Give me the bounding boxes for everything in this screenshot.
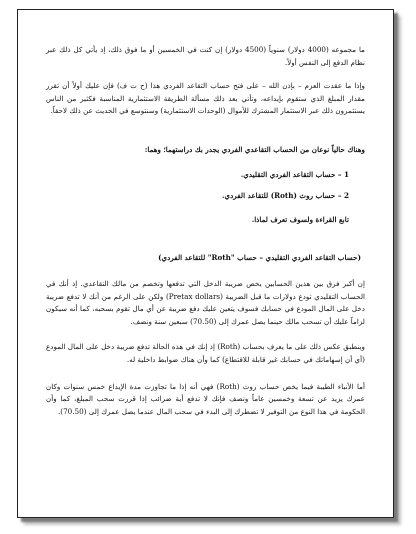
list-item-traditional-ira: 1 – حساب التقاعد الفردي التقليدي. — [240, 169, 349, 179]
paragraph-traditional-tax: إن أكبر فرق بين هذين الحسابين يخص ضريبة الدخل التي تدفعها وتخصم من مالك التقاعدي. إذ أنك في الحساب التقليدي تودع دولارات ما قبل الضريبة (Pretax dollars) ولكن على الرغم من أنك لا تدفع ضريبة دخل على المال المودع في حسابك فسوف يتعين عليك دفع ضريبة عن أي مال تقوم بسحبه، كما أنه سيكون لزاماً عليك أن تسحب مالك حينما يصل عمرك إلى (70.50) سبعين سنة ونصف. — [46, 278, 366, 326]
paragraph-opening-account: وإذا ما عقدت العزم – بإذن الله – على فتح حساب التقاعد الفردي هذا (ح ت ف) فإن عليك أولاً أن تقرر مقدار المبلغ الذي ستقوم بإيداعه، وتأتي بعد ذلك مسألة الطريقة الاستثمارية المناسبة فكثير من الناس يستثمرون ذلك عبر الاستثمار المشترك للأموال (الوحدات الاستثمارية) وسنتوسع في الحديث عن ذلك لاحقاً. — [46, 81, 365, 116]
section-heading: (حساب التقاعد الفردي التقليدي – حساب "Roth" للتقاعد الفردي) — [158, 253, 361, 263]
paragraph-contribution-limits: ما مجموعه (4000 دولار) سنوياً (4500 دولار) إن كنت في الخمسين أو ما فوق ذلك، إذ يأتي كل ذلك عبر نظام الدفع إلى النفس أولاً. — [46, 45, 365, 67]
document-body — [46, 24, 365, 507]
list-item-roth-ira: 2 – حساب روث (Roth) للتقاعد الفردي. — [221, 191, 349, 201]
paragraph-two-types-intro: وهناك حالياً نوعان من الحساب التقاعدي الفردي يجدر بك دراستهما؛ وهما: — [144, 144, 365, 154]
paragraph-keep-reading: تابع القراءة ولسوف تعرف لماذا. — [251, 214, 349, 224]
paragraph-roth-tax: وينطبق عكس ذلك على ما يعرف بحساب (Roth) إذ إنك في هذه الحالة تدفع ضريبة دخل على المال المودع (أي أن إسهاماتك في حسابك غير قابلة للاقتطاع) كما وأن هناك ضوابط داخلية له. — [46, 342, 365, 364]
paragraph-roth-benefits: أما الأنباء الطيبة فيما يخص حساب روث (Roth) فهي أنه إذا ما تجاوزت مدة الإيداع خمس سنوات وكان عمرك يزيد عن تسعة وخمسين عاماً ونصف فإنك لا تدفع أية ضرائب إذا قررت سحب المبلغ، كما وأن الحكومة في هذا النوع من التوفير لا تضطرك إلى البدء في سحب المال عندما يصل عمرك إلى (70.50). — [46, 381, 365, 416]
document-page — [17, 9, 394, 518]
